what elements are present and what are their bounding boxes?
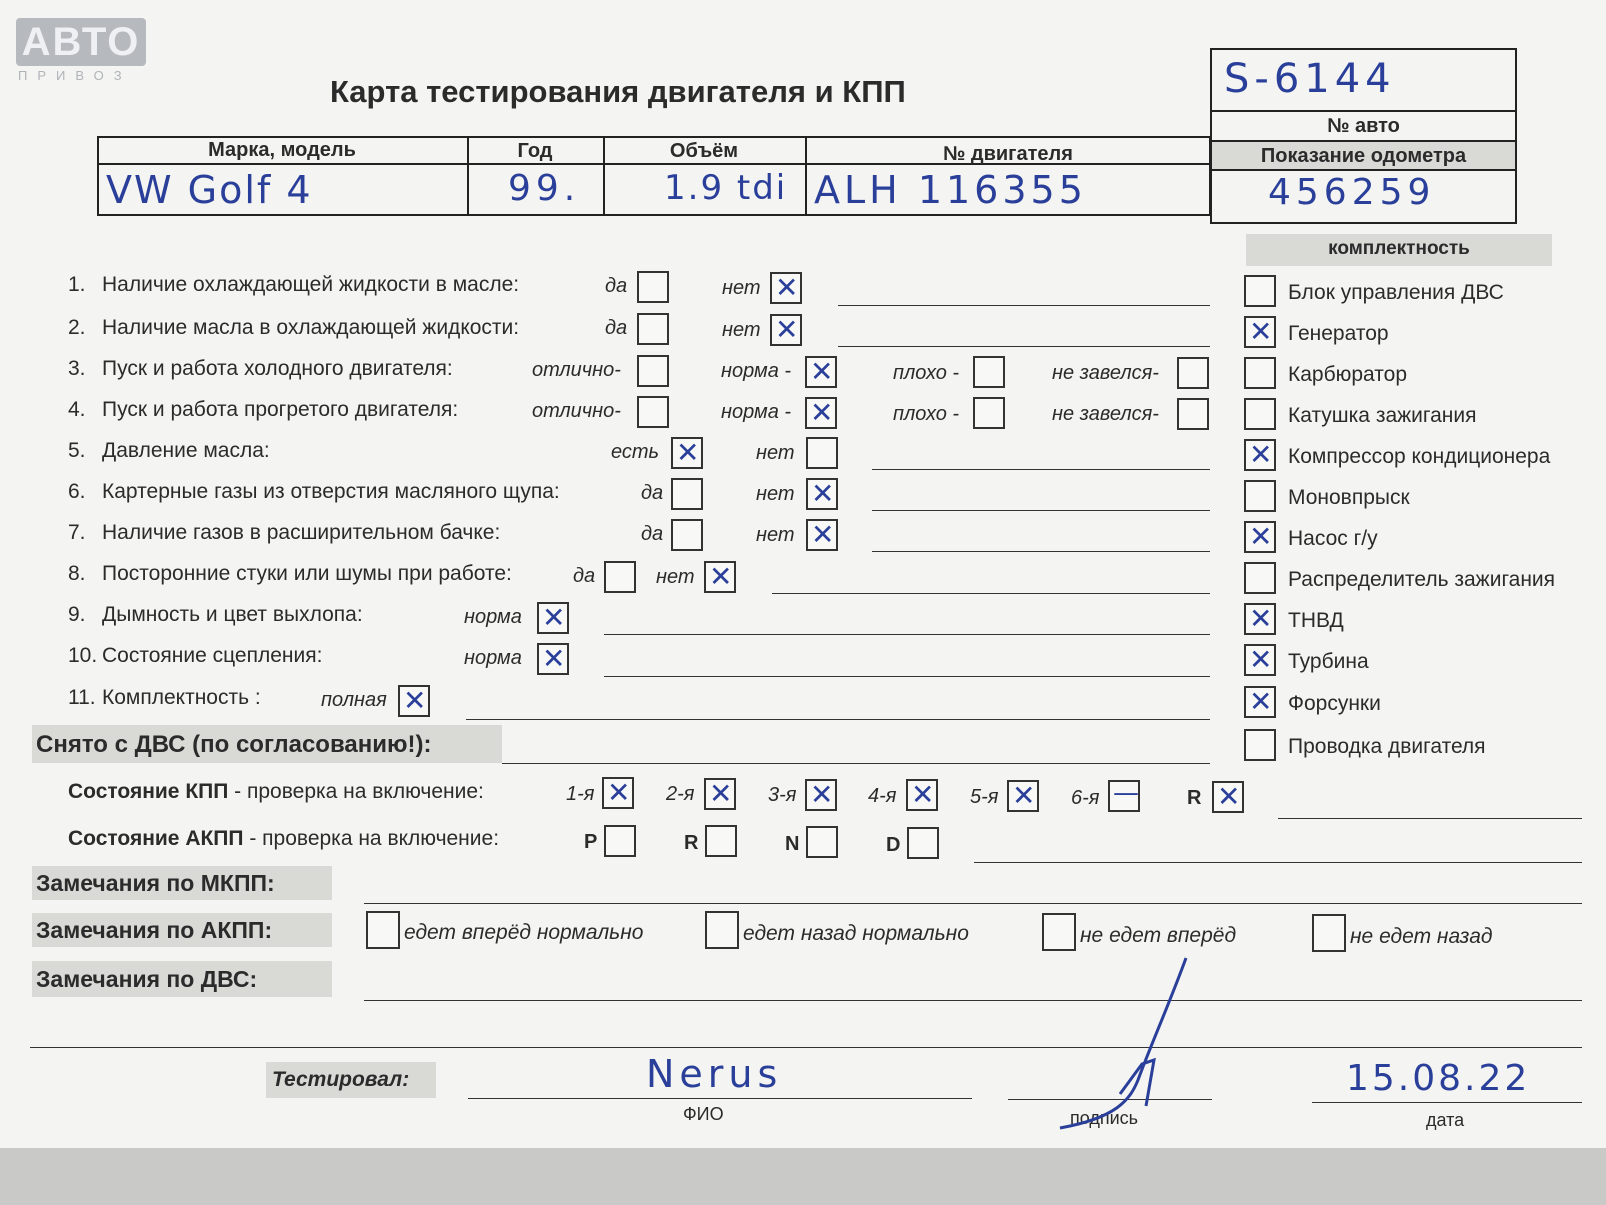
check-5-number: 5. (68, 439, 86, 462)
volume-header: Объём (669, 140, 739, 162)
signature-mark (1050, 952, 1200, 1132)
check-4-nostart-box[interactable] (1177, 398, 1209, 430)
tester-name: Nerus (646, 1052, 783, 1096)
avtoprivoz-logo: АВТО (16, 18, 146, 66)
gear-3-box[interactable] (805, 779, 837, 811)
check-8-yes-box[interactable] (604, 561, 636, 593)
check-7-yes-label: да (641, 523, 664, 545)
brand-header: Марка, модель (208, 139, 356, 161)
check-5-text: Давление масла: (102, 439, 270, 462)
equip-label-mono-injection: Моновпрыск (1288, 486, 1410, 509)
check-8-text: Посторонние стуки или шумы при работе: (102, 562, 512, 585)
akpp-d-box[interactable] (907, 827, 939, 859)
check-8-no-label: нет (656, 566, 695, 588)
check-3-nostart-box[interactable] (1177, 357, 1209, 389)
equip-box-power-steering-pump[interactable] (1244, 521, 1276, 553)
check-4-bad-box[interactable] (973, 397, 1005, 429)
check-8-number: 8. (68, 562, 86, 585)
equip-label-turbine: Турбина (1288, 650, 1369, 673)
kpp-label-bold: Состояние КПП (68, 780, 229, 803)
check-5-yes-box[interactable] (671, 437, 703, 469)
check-7-no-box[interactable] (806, 519, 838, 551)
fio-label: ФИО (683, 1104, 724, 1124)
equip-label-injection-pump: ТНВД (1288, 609, 1344, 632)
gear-4-box[interactable] (906, 779, 938, 811)
gear-r-label: R (1187, 787, 1202, 809)
akpp-r-box[interactable] (705, 825, 737, 857)
akpp-n-label: N (785, 833, 800, 855)
check-6-text: Картерные газы из отверстия масляного щупа: (102, 480, 560, 503)
check-2-text: Наличие масла в охлаждающей жидкости: (102, 316, 520, 339)
check-3-bad-box[interactable] (973, 356, 1005, 388)
akpp-backward-ok-box[interactable] (705, 911, 739, 949)
check-6-no-label: нет (756, 483, 795, 505)
akpp-no-backward-label: не едет назад (1350, 925, 1493, 948)
check-2-no-label: нет (722, 319, 761, 341)
akpp-forward-ok-label: едет вперёд нормально (404, 921, 644, 944)
car-code-handwritten: S-6144 (1224, 56, 1396, 102)
kpp-label-rest: - проверка на включение: (228, 780, 484, 803)
remarks-dvs-label: Замечания по ДВС: (36, 966, 258, 992)
akpp-label (68, 827, 499, 851)
akpp-d-label: D (886, 834, 901, 856)
check-8-no-box[interactable] (704, 561, 736, 593)
akpp-no-forward-label: не едет вперёд (1080, 924, 1237, 947)
year-value: 99. (508, 168, 581, 209)
logo-subtitle: ПРИВОЗ (18, 68, 132, 83)
gear-4-label: 4-я (868, 785, 897, 807)
remarks-akpp-label: Замечания по АКПП: (36, 917, 273, 943)
check-11-number: 11. (68, 686, 96, 709)
equip-box-turbine[interactable] (1244, 644, 1276, 676)
check-10-normal-label: норма (464, 647, 522, 669)
check-5-no-label: нет (756, 442, 795, 464)
equip-label-wiring: Проводка двигателя (1288, 735, 1486, 758)
date-value: 15.08.22 (1346, 1058, 1531, 1099)
equip-label-injectors: Форсунки (1288, 692, 1381, 715)
check-9-normal-label: норма (464, 606, 522, 628)
check-1-text: Наличие охлаждающей жидкости в масле: (102, 273, 520, 296)
gear-2-label: 2-я (666, 783, 695, 805)
check-10-number: 10. (68, 644, 98, 667)
equip-box-injectors[interactable] (1244, 686, 1276, 718)
check-6-yes-box[interactable] (671, 478, 703, 510)
check-3-excellent-box[interactable] (637, 355, 669, 387)
signature-label: подпись (1070, 1108, 1139, 1128)
brand-value: VW Golf 4 (106, 168, 313, 212)
tested-label: Тестировал: (272, 1068, 410, 1091)
engine-number-value: ALH 116355 (814, 168, 1087, 212)
check-1-yes-box[interactable] (637, 271, 669, 303)
page-title: Карта тестирования двигателя и КПП (330, 74, 906, 109)
check-3-normal-box[interactable] (805, 356, 837, 388)
check-2-number: 2. (68, 316, 86, 339)
check-11-full-label: полная (321, 689, 387, 711)
check-7-no-label: нет (756, 524, 795, 546)
engine-number-header: № двигателя (943, 143, 1073, 165)
date-label: дата (1426, 1110, 1465, 1130)
gear-2-box[interactable] (704, 778, 736, 810)
check-7-text: Наличие газов в расширительном бачке: (102, 521, 501, 544)
equip-box-carburetor[interactable] (1244, 357, 1276, 389)
check-4-normal-box[interactable] (805, 397, 837, 429)
equipment-header: комплектность (1328, 238, 1470, 259)
check-1-no-box[interactable] (770, 272, 802, 304)
check-3-excellent-label: отлично- (532, 359, 621, 381)
year-header: Год (517, 140, 553, 162)
gear-6-box[interactable] (1108, 780, 1140, 812)
check-3-number: 3. (68, 357, 86, 380)
gear-5-label: 5-я (970, 786, 999, 808)
equip-label-generator: Генератор (1288, 322, 1389, 345)
akpp-backward-ok-label: едет назад нормально (743, 922, 969, 945)
equip-box-wiring[interactable] (1244, 729, 1276, 761)
akpp-r-label: R (684, 832, 699, 854)
akpp-label-bold: Состояние АКПП (68, 827, 244, 850)
odometer-label: Показание одометра (1260, 145, 1467, 167)
check-10-text: Состояние сцепления: (102, 644, 323, 667)
check-11-text: Комплектность : (102, 686, 261, 709)
check-9-number: 9. (68, 603, 86, 626)
check-8-yes-label: да (573, 565, 596, 587)
gear-1-label: 1-я (566, 783, 595, 805)
check-2-no-box[interactable] (770, 314, 802, 346)
gear-3-label: 3-я (768, 784, 797, 806)
check-5-yes-label: есть (611, 441, 660, 463)
check-4-excellent-box[interactable] (637, 396, 669, 428)
check-7-number: 7. (68, 521, 86, 544)
akpp-p-box[interactable] (604, 825, 636, 857)
gear-r-box[interactable] (1212, 781, 1244, 813)
equip-label-ac-compressor: Компрессор кондиционера (1288, 445, 1551, 468)
equip-box-injection-pump[interactable] (1244, 603, 1276, 635)
check-9-normal-box[interactable] (537, 602, 569, 634)
check-7-yes-box[interactable] (671, 519, 703, 551)
check-3-normal-label: норма - (721, 360, 792, 382)
gear-5-box[interactable] (1007, 780, 1039, 812)
equip-label-ecu: Блок управления ДВС (1288, 281, 1504, 304)
check-4-number: 4. (68, 398, 86, 421)
check-4-excellent-label: отлично- (532, 400, 621, 422)
akpp-label-rest: - проверка на включение: (243, 827, 500, 850)
equip-box-generator[interactable] (1244, 316, 1276, 348)
check-10-normal-box[interactable] (537, 643, 569, 675)
check-6-no-box[interactable] (806, 478, 838, 510)
equip-box-ac-compressor[interactable] (1244, 439, 1276, 471)
gear-6-label: 6-я (1071, 787, 1100, 809)
akpp-n-box[interactable] (806, 826, 838, 858)
check-6-number: 6. (68, 480, 86, 503)
check-9-text: Дымность и цвет выхлопа: (102, 603, 363, 626)
volume-value: 1.9 tdi (664, 168, 788, 208)
check-2-yes-box[interactable] (637, 313, 669, 345)
gear-1-box[interactable] (602, 777, 634, 809)
check-6-yes-label: да (641, 482, 664, 504)
equip-box-distributor[interactable] (1244, 562, 1276, 594)
check-2-yes-label: да (605, 317, 628, 339)
remarks-mkpp-label: Замечания по МКПП: (36, 870, 275, 896)
check-11-full-box[interactable] (398, 685, 430, 717)
equip-box-mono-injection[interactable] (1244, 480, 1276, 512)
check-3-bad-label: плохо - (893, 362, 960, 384)
check-1-no-label: нет (722, 277, 761, 299)
akpp-no-forward-box[interactable] (1042, 913, 1076, 951)
kpp-label (68, 780, 484, 804)
car-number-label: № авто (1327, 115, 1400, 137)
removed-label: Снято с ДВС (по согласованию!): (36, 731, 432, 758)
check-1-number: 1. (68, 273, 86, 296)
akpp-forward-ok-box[interactable] (366, 911, 400, 949)
equip-label-ignition-coil: Катушка зажигания (1288, 404, 1477, 427)
check-5-no-box[interactable] (806, 437, 838, 469)
odometer-value: 456259 (1268, 172, 1436, 213)
equip-box-ecu[interactable] (1244, 275, 1276, 307)
equip-label-distributor: Распределитель зажигания (1288, 568, 1556, 591)
check-3-text: Пуск и работа холодного двигателя: (102, 357, 453, 380)
check-4-nostart-label: не завелся- (1052, 403, 1159, 425)
equip-label-power-steering-pump: Насос г/у (1288, 527, 1378, 550)
check-4-text: Пуск и работа прогретого двигателя: (102, 398, 459, 421)
check-1-yes-label: да (605, 275, 628, 297)
akpp-no-backward-box[interactable] (1312, 914, 1346, 952)
akpp-p-label: P (584, 831, 598, 853)
check-3-nostart-label: не завелся- (1052, 362, 1159, 384)
equip-box-ignition-coil[interactable] (1244, 398, 1276, 430)
equip-label-carburetor: Карбюратор (1288, 363, 1408, 386)
check-4-normal-label: норма - (721, 401, 792, 423)
check-4-bad-label: плохо - (893, 403, 960, 425)
